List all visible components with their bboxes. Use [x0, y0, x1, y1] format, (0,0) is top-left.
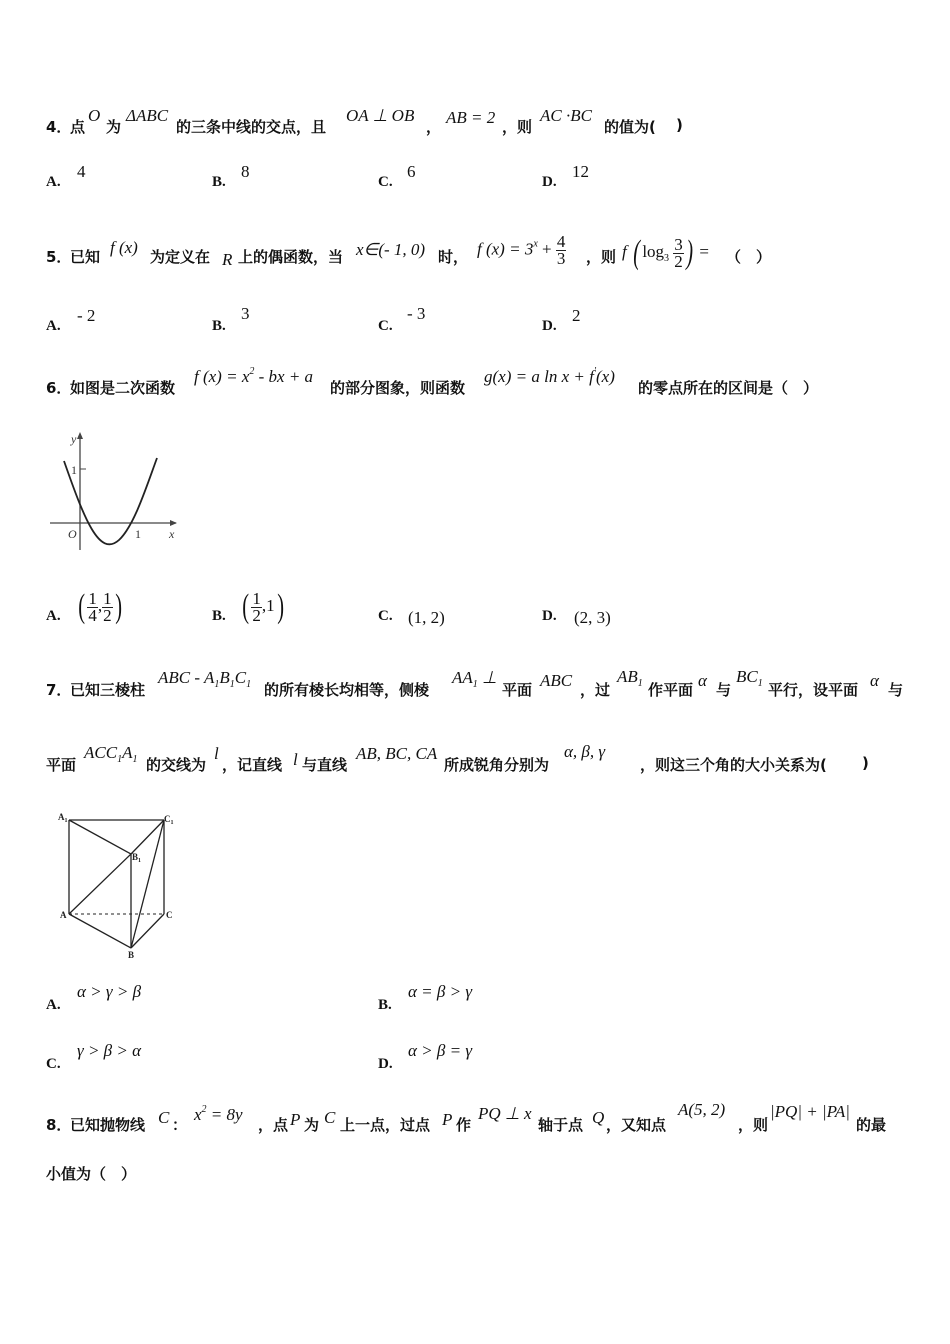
q7-line2-text-c: ，记直线 — [222, 756, 283, 774]
q8-text-9: ，则 — [738, 1116, 769, 1134]
q5-text-5: ，则 — [586, 248, 617, 266]
q6-graph-y-label: y — [71, 432, 77, 446]
q4-option-b-value: 8 — [241, 162, 250, 181]
q4-text-7: ) — [676, 116, 683, 134]
q6-option-b-label: B. — [212, 608, 226, 624]
q6-number: 6． — [46, 379, 72, 397]
q7-edge-ab — [69, 914, 131, 948]
q8-text-1: 已知抛物线 — [70, 1116, 146, 1134]
q7-vertex-a: A — [60, 910, 67, 920]
q7-math-l-2: l — [293, 750, 298, 769]
q5-text-3: 上的偶函数，当 — [238, 248, 344, 266]
q7-text-7: 平行，设平面 — [768, 681, 859, 699]
q7-math-alpha-1: α — [698, 671, 707, 690]
q5-option-b-label: B. — [212, 318, 226, 334]
q8-math-parabola: $x^2 = 8y$ — [194, 1104, 243, 1124]
q6-parabola-graph — [44, 428, 184, 554]
q7-math-lines: AB, BC, CA — [356, 744, 438, 763]
q8-math-P-1: P — [290, 1110, 301, 1129]
q7-vertex-c: C — [166, 910, 173, 920]
q7-text-2: 的所有棱长均相等，侧棱 — [264, 681, 430, 699]
q7-math-alpha-2: α — [870, 671, 879, 690]
q7-option-d-value: α > β = γ — [408, 1041, 473, 1060]
q5-option-a-label: A. — [46, 318, 61, 334]
q6-option-c-value: (1, 2) — [408, 608, 445, 627]
q5-option-a-value: - 2 — [77, 306, 96, 325]
q6-graph-tick-y-label: 1 — [71, 463, 77, 477]
q8-text-10: 的最 — [856, 1116, 887, 1134]
q6-graph-tick-x-label: 1 — [135, 527, 141, 541]
q6-option-a-value: ( $\frac{1}{4}$ , $\frac{1}{2}$ ) — [78, 588, 122, 625]
q6-option-c-label: C. — [378, 608, 393, 624]
q6-text-3: 的零点所在的区间是（ ） — [638, 379, 819, 397]
q6-option-a-label: A. — [46, 608, 61, 624]
q8-line2: 小值为（ ） — [46, 1165, 137, 1183]
q7-vertex-b: B — [128, 950, 135, 960]
q7-text-3: 平面 — [502, 681, 533, 699]
q7-line2-text-a: 平面 — [46, 756, 77, 774]
q4-option-c-label: C. — [378, 174, 393, 190]
q7-text-5: 作平面 — [648, 681, 694, 699]
q6-graph-curve — [64, 458, 157, 544]
q6-math-fx: f $(x) = x^2$ - bx + a — [194, 366, 314, 386]
q5-math-def: f $(x) = 3^x$ + $\frac{4}{3}$ — [477, 232, 566, 268]
q5-option-c-label: C. — [378, 318, 393, 334]
q7-option-a-label: A. — [46, 997, 61, 1013]
q8-math-P-2: P — [442, 1110, 453, 1129]
q4-option-d-value: 12 — [572, 162, 589, 181]
q6-graph-x-arrow — [170, 520, 177, 526]
q7-math-ab1: $AB_1$ — [617, 667, 643, 689]
q8-text-4: 为 — [304, 1116, 320, 1134]
q8-text-5: 上一点，过点 — [340, 1116, 431, 1134]
q4-text-6: 的值为( — [604, 118, 656, 136]
q5-option-d-label: D. — [542, 318, 557, 334]
q7-math-aa1: $AA_1$ ⊥ — [452, 668, 497, 690]
q7-line2-text-f: ，则这三个角的大小关系为( — [640, 756, 827, 774]
q4-text-1: 点 — [70, 118, 86, 136]
q8-math-Q: Q — [592, 1108, 605, 1127]
q6-math-gx: g(x) = a ln x + f′(x) — [484, 366, 615, 386]
q7-math-acc: $ACC_1A_1$ — [84, 743, 138, 765]
q6-option-d-value: (2, 3) — [574, 608, 611, 627]
q6-graph-y-arrow — [77, 432, 83, 439]
q7-edge-bc1 — [131, 820, 164, 948]
q8-math-pq: PQ ⊥ x — [478, 1104, 532, 1123]
q7-vertex-c1: $C_1$ — [164, 814, 174, 826]
q8-math-C-1: C — [158, 1108, 170, 1127]
q4-text-3: 的三条中线的交点，且 — [176, 118, 327, 136]
q8-text-6: 作 — [456, 1116, 472, 1134]
q7-math-bc1: $BC_1$ — [736, 667, 763, 689]
q7-text-8: 与 — [888, 681, 904, 699]
q7-math-l-1: l — [214, 744, 219, 763]
q8-number: 8． — [46, 1116, 72, 1134]
q5-option-b-value: 3 — [241, 304, 250, 323]
q7-math-prism: ABC - $A_1B_1C_1$ — [158, 668, 252, 690]
q4-math-O: O — [88, 106, 101, 125]
q4-option-c-value: 6 — [407, 162, 416, 181]
q6-graph-origin-label: O — [68, 527, 77, 541]
q7-line2-text-e: 所成锐角分别为 — [444, 756, 550, 774]
q6-text-1: 如图是二次函数 — [70, 379, 176, 397]
q7-option-b-label: B. — [378, 997, 392, 1013]
q7-text-6: 与 — [716, 681, 732, 699]
q8-text-7: 轴于点 — [538, 1116, 584, 1134]
q5-math-R: R — [222, 250, 233, 269]
q8-text-8: ，又知点 — [606, 1116, 667, 1134]
q7-option-c-label: C. — [46, 1056, 61, 1072]
q7-option-a-value: α > γ > β — [77, 982, 142, 1001]
q7-option-c-value: γ > β > α — [77, 1041, 142, 1060]
q7-math-abc: ABC — [540, 671, 573, 690]
q8-text-3: ，点 — [258, 1116, 289, 1134]
q4-text-5: ，则 — [502, 118, 533, 136]
q5-text-2: 为定义在 — [150, 248, 211, 266]
q8-math-A: A(5, 2) — [678, 1100, 726, 1119]
q7-option-d-label: D. — [378, 1056, 393, 1072]
q4-math-perp: OA ⊥ OB — [346, 106, 415, 125]
q5-math-ask: f ( $\log_3$ $\frac{3}{2}$ ) = — [622, 234, 709, 271]
q4-number: 4． — [46, 118, 72, 136]
q6-option-d-label: D. — [542, 608, 557, 624]
q8-text-2: ： — [172, 1116, 188, 1134]
q6-text-2: 的部分图象，则函数 — [330, 379, 466, 397]
q4-math-triangle: ΔABC — [126, 106, 169, 125]
q7-edge-a1b1 — [69, 820, 131, 854]
q7-text-4: ，过 — [580, 681, 611, 699]
q7-vertex-b1: $B_1$ — [132, 852, 142, 864]
q4-option-a-value: 4 — [77, 162, 86, 181]
q4-option-d-label: D. — [542, 174, 557, 190]
q8-math-C-2: C — [324, 1108, 336, 1127]
q6-option-b-value: ( $\frac{1}{2}$ ,1) — [242, 588, 284, 625]
q5-option-d-value: 2 — [572, 306, 581, 325]
q4-text-4: ， — [426, 118, 442, 136]
q6-graph-x-label: x — [169, 527, 175, 541]
q5-text-1: 已知 — [70, 248, 101, 266]
q5-number: 5． — [46, 248, 72, 266]
q5-text-4: 时， — [438, 248, 469, 266]
q8-math-sum: |PQ| + |PA| — [770, 1102, 850, 1121]
q7-prism-figure — [54, 808, 184, 962]
q7-number: 7． — [46, 681, 72, 699]
q7-edge-ab1 — [69, 854, 131, 914]
q7-vertex-a1: $A_1$ — [58, 812, 68, 824]
q5-text-6: （ ） — [726, 248, 772, 266]
q7-line2-text-b: 的交线为 — [146, 756, 207, 774]
q7-text-1: 已知三棱柱 — [70, 681, 146, 699]
q7-math-angles: α, β, γ — [564, 742, 606, 761]
q7-option-b-value: α = β > γ — [408, 982, 473, 1001]
q4-math-ab: AB = 2 — [446, 108, 496, 127]
q4-text-2: 为 — [106, 118, 122, 136]
q5-option-c-value: - 3 — [407, 304, 426, 323]
q5-math-fx: f (x) — [110, 238, 138, 257]
q7-line2-text-g: ) — [862, 754, 869, 772]
q4-option-b-label: B. — [212, 174, 226, 190]
q4-option-a-label: A. — [46, 174, 61, 190]
q5-math-domain: x∈(- 1, 0) — [356, 240, 426, 259]
q4-math-dot: AC ·BC — [540, 106, 592, 125]
q7-line2-text-d: 与直线 — [302, 756, 348, 774]
